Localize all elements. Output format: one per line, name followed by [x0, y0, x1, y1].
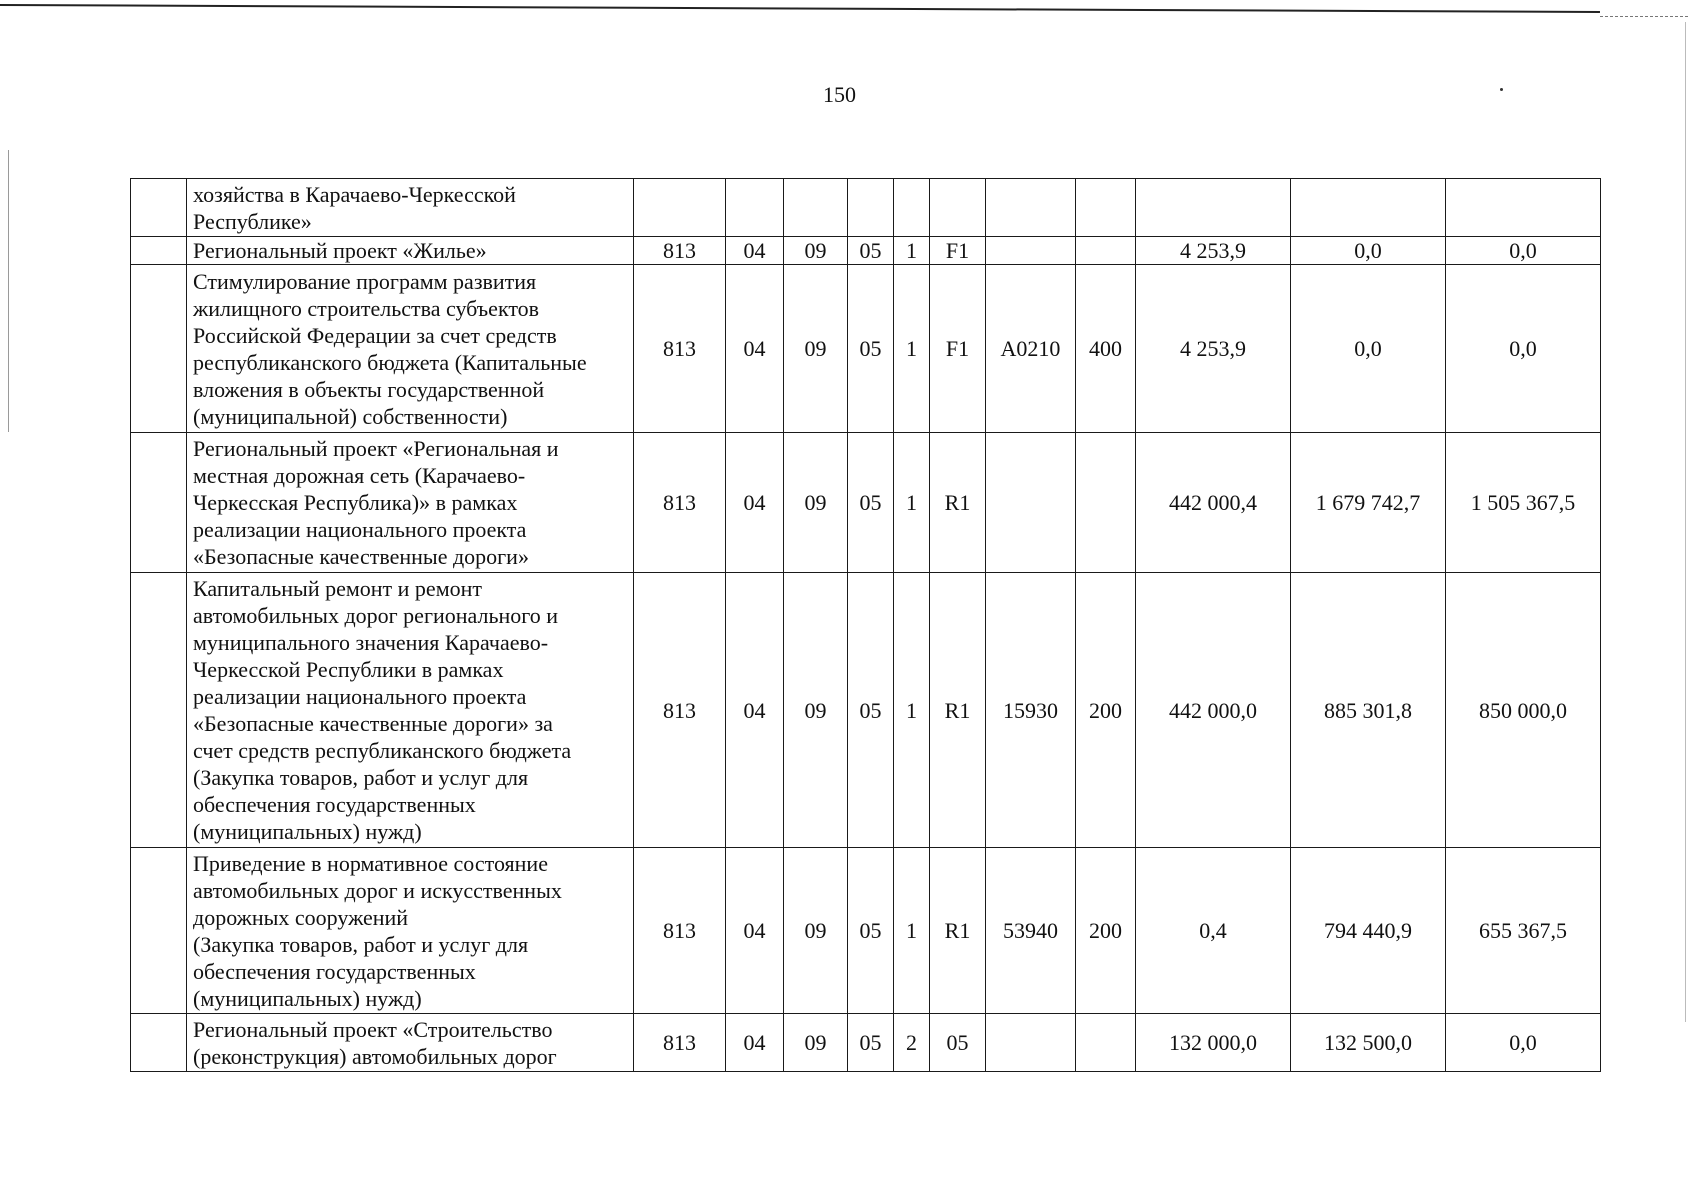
row-index-cell — [131, 848, 187, 1014]
direction-cell: 15930 — [986, 573, 1076, 848]
project-cell: R1 — [930, 573, 986, 848]
section-cell: 04 — [726, 573, 784, 848]
section-cell: 04 — [726, 848, 784, 1014]
table-row — [131, 179, 1601, 237]
expense-type-cell: 200 — [1076, 573, 1136, 848]
row-index-cell — [131, 265, 187, 433]
table-row — [131, 573, 1601, 848]
sum-year3-cell — [1446, 179, 1601, 237]
expense-type-cell — [1076, 179, 1136, 237]
table-row — [131, 1014, 1601, 1072]
ministry-cell: 813 — [634, 433, 726, 573]
project-cell: R1 — [930, 848, 986, 1014]
subsection-cell: 09 — [784, 1014, 848, 1072]
scan-speck — [1500, 88, 1503, 91]
project-cell: R1 — [930, 433, 986, 573]
subsection-cell: 09 — [784, 573, 848, 848]
subsection-cell: 09 — [784, 265, 848, 433]
sum-year2-cell: 1 679 742,7 — [1291, 433, 1446, 573]
table-row — [131, 848, 1601, 1014]
budget-table — [130, 178, 1601, 1072]
subsection-cell: 09 — [784, 848, 848, 1014]
direction-cell — [986, 179, 1076, 237]
sum-year3-cell: 0,0 — [1446, 265, 1601, 433]
subsection-cell: 09 — [784, 433, 848, 573]
row-index-cell — [131, 179, 187, 237]
project-cell: F1 — [930, 237, 986, 265]
expense-type-cell: 200 — [1076, 848, 1136, 1014]
subprogram-cell: 2 — [894, 1014, 930, 1072]
program-cell: 05 — [848, 265, 894, 433]
ministry-cell: 813 — [634, 848, 726, 1014]
name-cell: Региональный проект «Строительство (реконструкция) автомобильных дорог — [187, 1014, 634, 1072]
section-cell: 04 — [726, 1014, 784, 1072]
direction-cell: A0210 — [986, 265, 1076, 433]
sum-year2-cell: 885 301,8 — [1291, 573, 1446, 848]
name-cell: Приведение в нормативное состояние автомобильных дорог и искусственных дорожных сооружений (Закупка товаров, работ и услуг для обеспечения государственных (муниципальных) нужд) — [187, 848, 634, 1014]
subprogram-cell: 1 — [894, 237, 930, 265]
subprogram-cell: 1 — [894, 573, 930, 848]
program-cell: 05 — [848, 848, 894, 1014]
project-cell: 05 — [930, 1014, 986, 1072]
sum-year3-cell: 1 505 367,5 — [1446, 433, 1601, 573]
sum-year2-cell: 132 500,0 — [1291, 1014, 1446, 1072]
subprogram-cell: 1 — [894, 848, 930, 1014]
section-cell: 04 — [726, 265, 784, 433]
sum-year1-cell — [1136, 179, 1291, 237]
name-cell: Капитальный ремонт и ремонт автомобильных дорог регионального и муниципального значения Карачаево- Черкесской Республики в рамках реализации национального проекта «Безопасные качественные дороги» за счет средств республиканского бюджета (Закупка товаров, работ и услуг для обеспечения государственных (муниципальных) нужд) — [187, 573, 634, 848]
row-index-cell — [131, 237, 187, 265]
program-cell: 05 — [848, 433, 894, 573]
direction-cell — [986, 433, 1076, 573]
section-cell: 04 — [726, 433, 784, 573]
top-scan-edge-tail — [1600, 16, 1688, 17]
sum-year1-cell: 0,4 — [1136, 848, 1291, 1014]
ministry-cell — [634, 179, 726, 237]
subprogram-cell: 1 — [894, 433, 930, 573]
sum-year2-cell: 0,0 — [1291, 265, 1446, 433]
expense-type-cell — [1076, 433, 1136, 573]
page-number: 150 — [823, 82, 856, 107]
ministry-cell: 813 — [634, 1014, 726, 1072]
table-row — [131, 433, 1601, 573]
sum-year3-cell: 655 367,5 — [1446, 848, 1601, 1014]
section-cell — [726, 179, 784, 237]
sum-year1-cell: 442 000,4 — [1136, 433, 1291, 573]
table-row — [131, 237, 1601, 265]
program-cell: 05 — [848, 1014, 894, 1072]
sum-year2-cell: 794 440,9 — [1291, 848, 1446, 1014]
subprogram-cell — [894, 179, 930, 237]
table-body — [131, 179, 1601, 1072]
sum-year2-cell — [1291, 179, 1446, 237]
row-index-cell — [131, 573, 187, 848]
row-index-cell — [131, 433, 187, 573]
name-cell: Региональный проект «Региональная и местная дорожная сеть (Карачаево- Черкесская Республика)» в рамках реализации национального проекта «Безопасные качественные дороги» — [187, 433, 634, 573]
row-index-cell — [131, 1014, 187, 1072]
expense-type-cell — [1076, 1014, 1136, 1072]
sum-year1-cell: 4 253,9 — [1136, 237, 1291, 265]
section-cell: 04 — [726, 237, 784, 265]
ministry-cell: 813 — [634, 265, 726, 433]
project-cell: F1 — [930, 265, 986, 433]
name-cell: хозяйства в Карачаево-Черкесской Республике» — [187, 179, 634, 237]
sum-year3-cell: 0,0 — [1446, 237, 1601, 265]
sum-year3-cell: 0,0 — [1446, 1014, 1601, 1072]
direction-cell — [986, 1014, 1076, 1072]
right-scan-edge-line — [1685, 22, 1686, 1022]
name-cell: Региональный проект «Жилье» — [187, 237, 634, 265]
sum-year3-cell: 850 000,0 — [1446, 573, 1601, 848]
top-scan-edge-line — [0, 4, 1600, 13]
subprogram-cell: 1 — [894, 265, 930, 433]
program-cell — [848, 179, 894, 237]
program-cell: 05 — [848, 573, 894, 848]
expense-type-cell — [1076, 237, 1136, 265]
direction-cell: 53940 — [986, 848, 1076, 1014]
sum-year2-cell: 0,0 — [1291, 237, 1446, 265]
sum-year1-cell: 442 000,0 — [1136, 573, 1291, 848]
program-cell: 05 — [848, 237, 894, 265]
ministry-cell: 813 — [634, 237, 726, 265]
expense-type-cell: 400 — [1076, 265, 1136, 433]
sum-year1-cell: 4 253,9 — [1136, 265, 1291, 433]
project-cell — [930, 179, 986, 237]
direction-cell — [986, 237, 1076, 265]
subsection-cell — [784, 179, 848, 237]
left-scan-edge-line — [8, 150, 9, 432]
name-cell: Стимулирование программ развития жилищного строительства субъектов Российской Федерации за счет средств республиканского бюджета (Капитальные вложения в объекты государственной (муниципальной) собственности) — [187, 265, 634, 433]
sum-year1-cell: 132 000,0 — [1136, 1014, 1291, 1072]
ministry-cell: 813 — [634, 573, 726, 848]
subsection-cell: 09 — [784, 237, 848, 265]
table-row — [131, 265, 1601, 433]
